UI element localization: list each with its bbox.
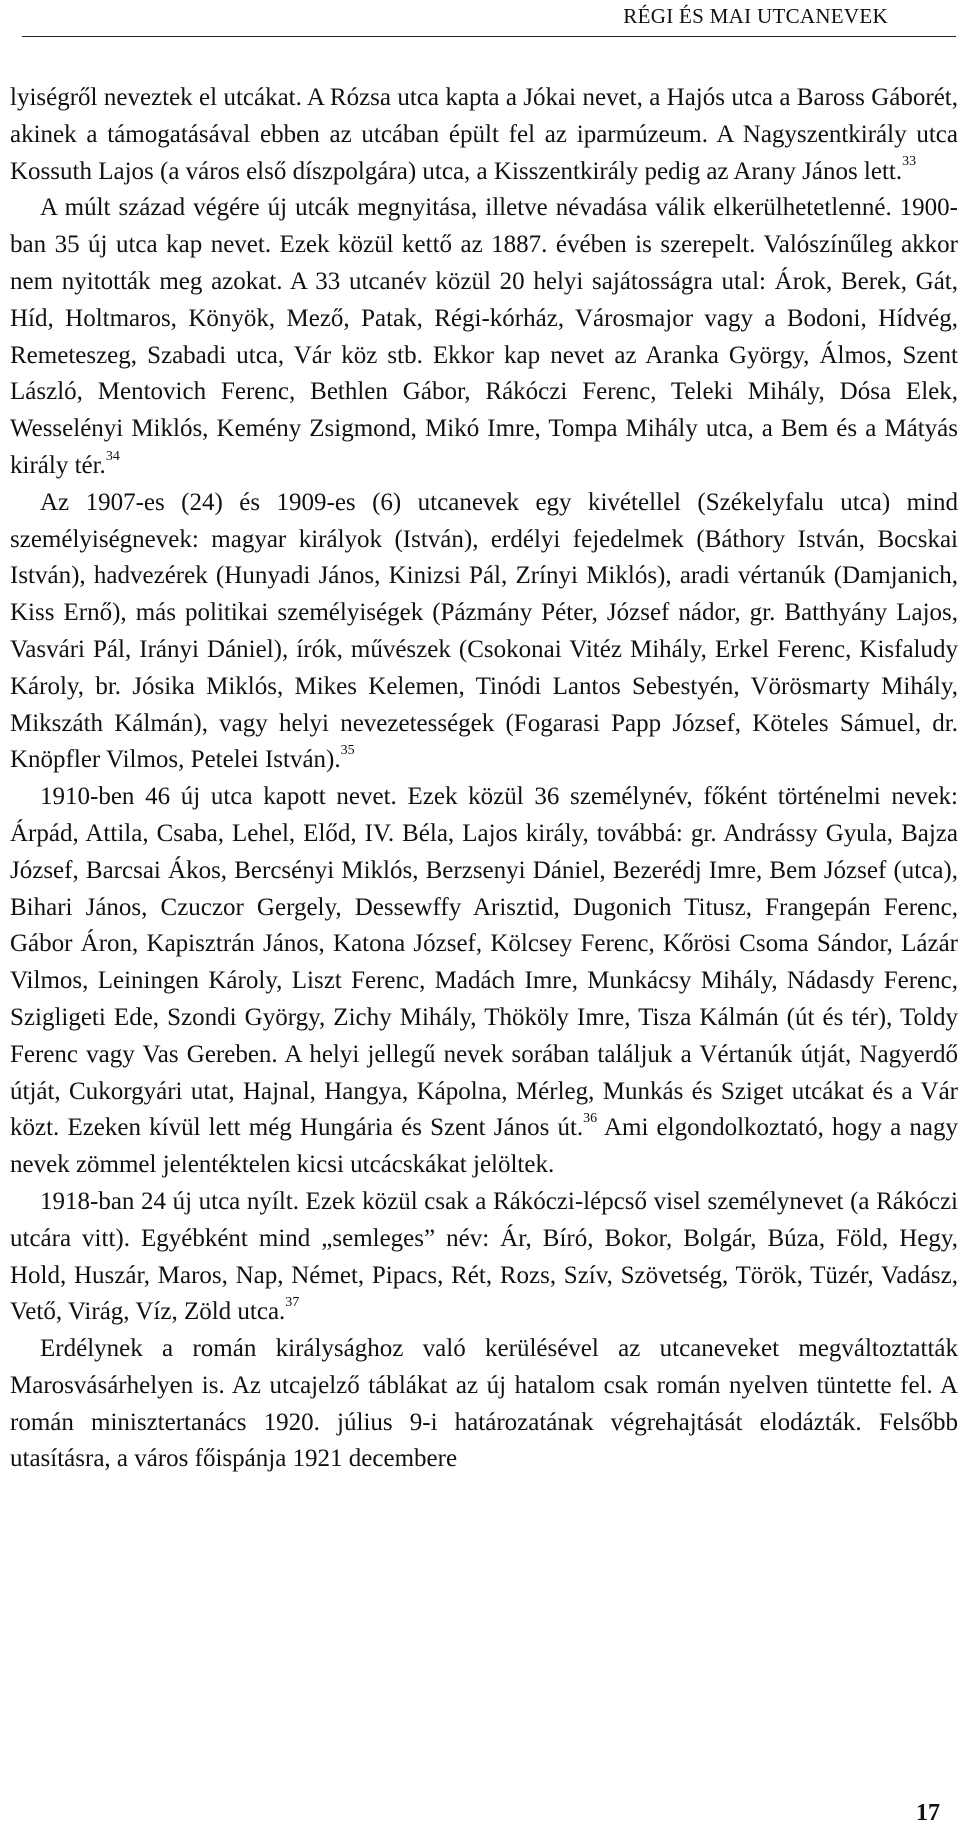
paragraph-text-continued: Ami elgondolkoztató, hogy a nagy nevek zömmel jelentéktelen kicsi utcácskákat jelöltek.	[10, 1114, 958, 1179]
paragraph-text: Az 1907-es (24) és 1909-es (6) utcanevek egy kivétellel (Székelyfalu utca) mind személyiségnevek: magyar királyok (István), erdélyi fejedelmek (Báthory István, Bocskai István), hadvezérek (Hunyadi János, Kinizsi Pál, Zrínyi Miklós), aradi vértanúk (Damjanich, Kiss Ernő), más politikai személyiségek (Pázmány Péter, József nádor, gr. Batthyány Lajos, Vasvári Pál, Irányi Dániel), írók, művészek (Csokonai Vitéz Mihály, Erkel Ferenc, Kisfaludy Károly, br. Jósika Miklós, Mikes Kelemen, Tinódi Lantos Sebestyén, Vörösmarty Mihály, Mikszáth Kálmán), vagy helyi nevezetességek (Fogarasi Papp József, Köteles Sámuel, dr. Knöpfler Vilmos, Petelei István).	[10, 488, 958, 774]
paragraph-text: 1918-ban 24 új utca nyílt. Ezek közül csak a Rákóczi-lépcső visel személynevet (a Rákóczi utcára vitt). Egyébként mind „semleges” név: Ár, Bíró, Bokor, Bolgár, Búza, Föld, Hegy, Hold, Huszár, Maros, Nap, Német, Pipacs, Rét, Rozs, Szív, Szövetség, Török, Tüzér, Vadász, Vető, Virág, Víz, Zöld utca.	[10, 1187, 958, 1326]
paragraph-5	[10, 1184, 958, 1331]
footnote-ref[interactable]: 34	[105, 448, 120, 464]
page-number: 17	[916, 1800, 940, 1826]
header-rule	[22, 36, 956, 37]
paragraph-text: 1910-ben 46 új utca kapott nevet. Ezek közül 36 személynév, főként történelmi nevek: Árpád, Attila, Csaba, Lehel, Előd, IV. Béla, Lajos király, továbbá: gr. Andrássy Gyula, Bajza József, Barcsai Ákos, Bercsényi Miklós, Berzsenyi Dániel, Bezerédj Imre, Bem József (utca), Bihari János, Czuczor Gergely, Dessewffy Arisztid, Dugonich Titusz, Frangepán Ferenc, Gábor Áron, Kapisztrán János, Katona József, Kölcsey Ferenc, Kőrösi Csoma Sándor, Lázár Vilmos, Leiningen Károly, Liszt Ferenc, Madách Imre, Munkácsy Mihály, Nádasdy Ferenc, Szigligeti Ede, Szondi György, Zichy Mihály, Thököly Imre, Tisza Kálmán (út és tér), Toldy Ferenc vagy Vas Gereben. A helyi jellegű nevek sorában találjuk a Vértanúk útját, Nagyerdő útját, Cukorgyári utat, Hajnal, Hangya, Kápolna, Mérleg, Munkás és Sziget utcákat és a Vár közt. Ezeken kívül lett még Hungária és Szent János út.	[10, 783, 958, 1142]
paragraph-6	[10, 1331, 958, 1478]
footnote-ref[interactable]: 36	[583, 1110, 598, 1126]
footnote-ref[interactable]: 33	[902, 154, 917, 170]
footnote-ref[interactable]: 35	[340, 743, 355, 759]
paragraph-1	[10, 80, 958, 190]
paragraph-2	[10, 190, 958, 484]
body-text	[10, 80, 958, 1478]
footnote-ref[interactable]: 37	[285, 1294, 300, 1310]
running-head: RÉGI ÉS MAI UTCANEVEK	[623, 4, 888, 28]
paragraph-3	[10, 485, 958, 779]
paragraph-text: lyiségről neveztek el utcákat. A Rózsa utca kapta a Jókai nevet, a Hajós utca a Baross Gáborét, akinek a támogatásával ebben az utcában épült fel az iparmúzeum. A Nagyszentkirály utca Kossuth Lajos (a város első díszpolgára) utca, a Kisszentkirály pedig az Arany János lett.	[10, 84, 958, 185]
paragraph-4	[10, 779, 958, 1184]
paragraph-text: Erdélynek a román királysághoz való kerülésével az utcaneveket megváltoztatták Marosvásárhelyen is. Az utcajelző táblákat az új hatalom csak román nyelven tüntette fel. A román minisztertanács 1920. július 9-i határozatának végrehajtását elodázták. Felsőbb utasításra, a város főispánja 1921 decembere	[10, 1335, 958, 1473]
paragraph-text: A múlt század végére új utcák megnyitása, illetve névadása válik elkerülhetetlenné. 1900-ban 35 új utca kap nevet. Ezek közül kettő az 1887. évében is szerepelt. Valószínűleg akkor nem nyitották meg azokat. A 33 utcanév közül 20 helyi sajátosságra utal: Árok, Berek, Gát, Híd, Holtmaros, Könyök, Mező, Patak, Régi-kórház, Városmajor vagy a Bodoni, Hídvég, Remeteszeg, Szabadi utca, Vár köz stb. Ekkor kap nevet az Aranka György, Álmos, Szent László, Mentovich Ferenc, Bethlen Gábor, Rákóczi Ferenc, Teleki Mihály, Dósa Elek, Wesselényi Miklós, Kemény Zsigmond, Mikó Imre, Tompa Mihály utca, a Bem és a Mátyás király tér.	[10, 194, 958, 479]
